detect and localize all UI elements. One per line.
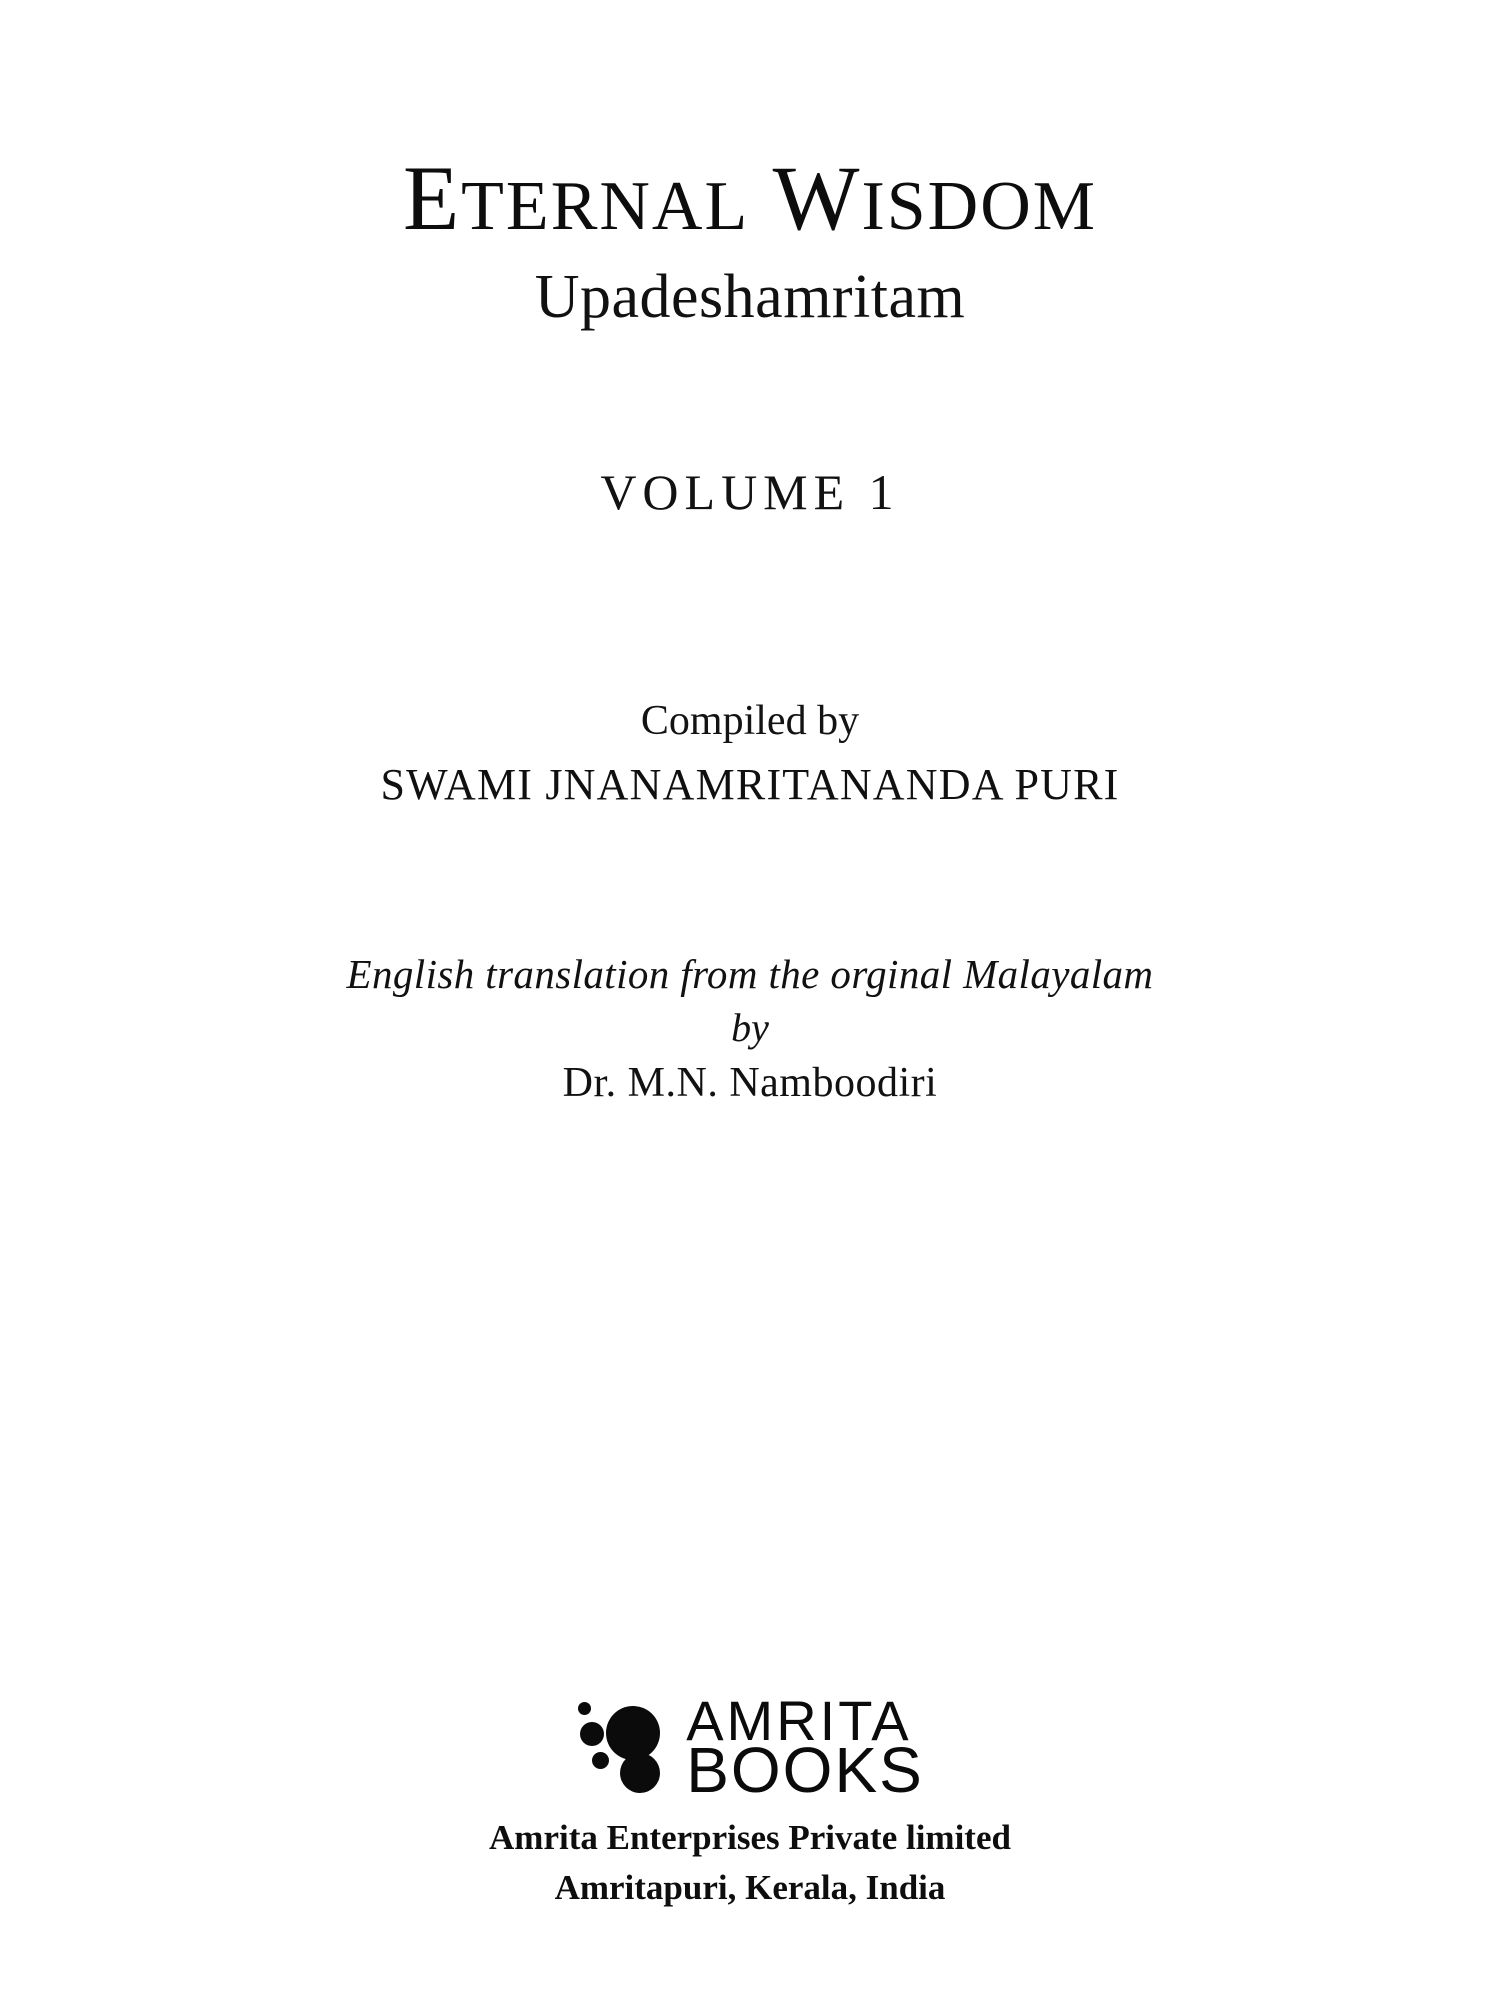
publisher-logo: [576, 1689, 924, 1807]
translation-note: English translation from the orginal Malayalam: [346, 951, 1154, 997]
title-word-eternal-rest: TERNAL: [461, 168, 750, 245]
publisher-company: Amrita Enterprises Private limited: [489, 1818, 1011, 1857]
publisher-location: Amritapuri, Kerala, India: [554, 1868, 946, 1907]
compiler-name: SWAMI JNANAMRITANANDA PURI: [380, 760, 1120, 809]
title-initial-e: E: [402, 147, 462, 249]
title-word-wisdom-rest: ISDOM: [861, 168, 1098, 245]
logo-word-books: BOOKS: [686, 1734, 924, 1807]
title-space: [749, 147, 772, 249]
volume-label: VOLUME 1: [600, 464, 900, 520]
publisher-block: [0, 1689, 1500, 1908]
publisher-logo-text: [686, 1689, 924, 1807]
amrita-dots-icon: [576, 1700, 680, 1796]
logo-word-amrita: AMRITA: [686, 1689, 912, 1753]
translator-name: Dr. M.N. Namboodiri: [562, 1060, 938, 1106]
page-title: [402, 147, 1098, 249]
translation-by-label: by: [731, 1005, 769, 1050]
translation-block: [347, 950, 1154, 1107]
title-initial-w: W: [772, 147, 862, 249]
page-subtitle: Upadeshamritam: [534, 263, 966, 331]
compiled-by-label: Compiled by: [640, 698, 860, 744]
